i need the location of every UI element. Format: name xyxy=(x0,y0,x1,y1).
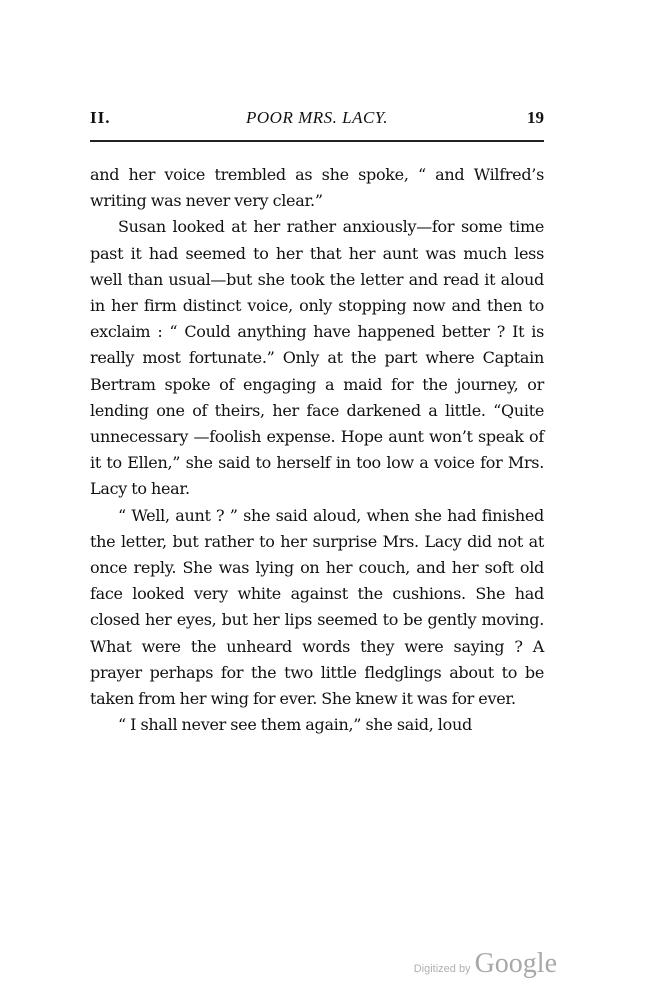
google-logo: Google xyxy=(474,948,557,979)
paragraph: and her voice trembled as she spoke, “ and Wilfred’s writing was never very clear.” xyxy=(90,165,544,211)
paragraph: Susan looked at her rather anxiously—for some time past it had seemed to her that her aunt was much less well than usual—but she took the letter and read it aloud in her firm distinct voice, only stopping now and then to exclaim : “ Could anything have happened better ? It is really most fortunate.” Only at the part where Captain Bertram spoke of engaging a maid for the journey, or lending one of theirs, her face darkened a little. “Quite unnecessary —foolish expense. Hope aunt won’t speak of it to Ellen,” she said to herself in too low a voice for Mrs. Lacy to hear. xyxy=(90,217,544,499)
running-head xyxy=(90,108,544,134)
chapter-number: II. xyxy=(90,108,111,127)
header-rule xyxy=(90,140,544,142)
body-text xyxy=(90,162,544,738)
watermark-prefix: Digitized by xyxy=(413,963,471,975)
running-title: POOR MRS. LACY. xyxy=(246,108,388,127)
paragraph: “ Well, aunt ? ” she said aloud, when she had finished the letter, but rather to her surprise Mrs. Lacy did not at once reply. She was lying on her couch, and her soft old face looked very white against the cushions. She had closed her eyes, but her lips seemed to be gently moving. What were the unheard words they were saying ? A prayer perhaps for the two little fledglings about to be taken from her wing for ever. She knew it was for ever. xyxy=(90,505,544,709)
paragraph: “ I shall never see them again,” she said, loud xyxy=(118,715,472,735)
digitized-watermark xyxy=(414,948,557,980)
page-number: 19 xyxy=(527,108,544,127)
